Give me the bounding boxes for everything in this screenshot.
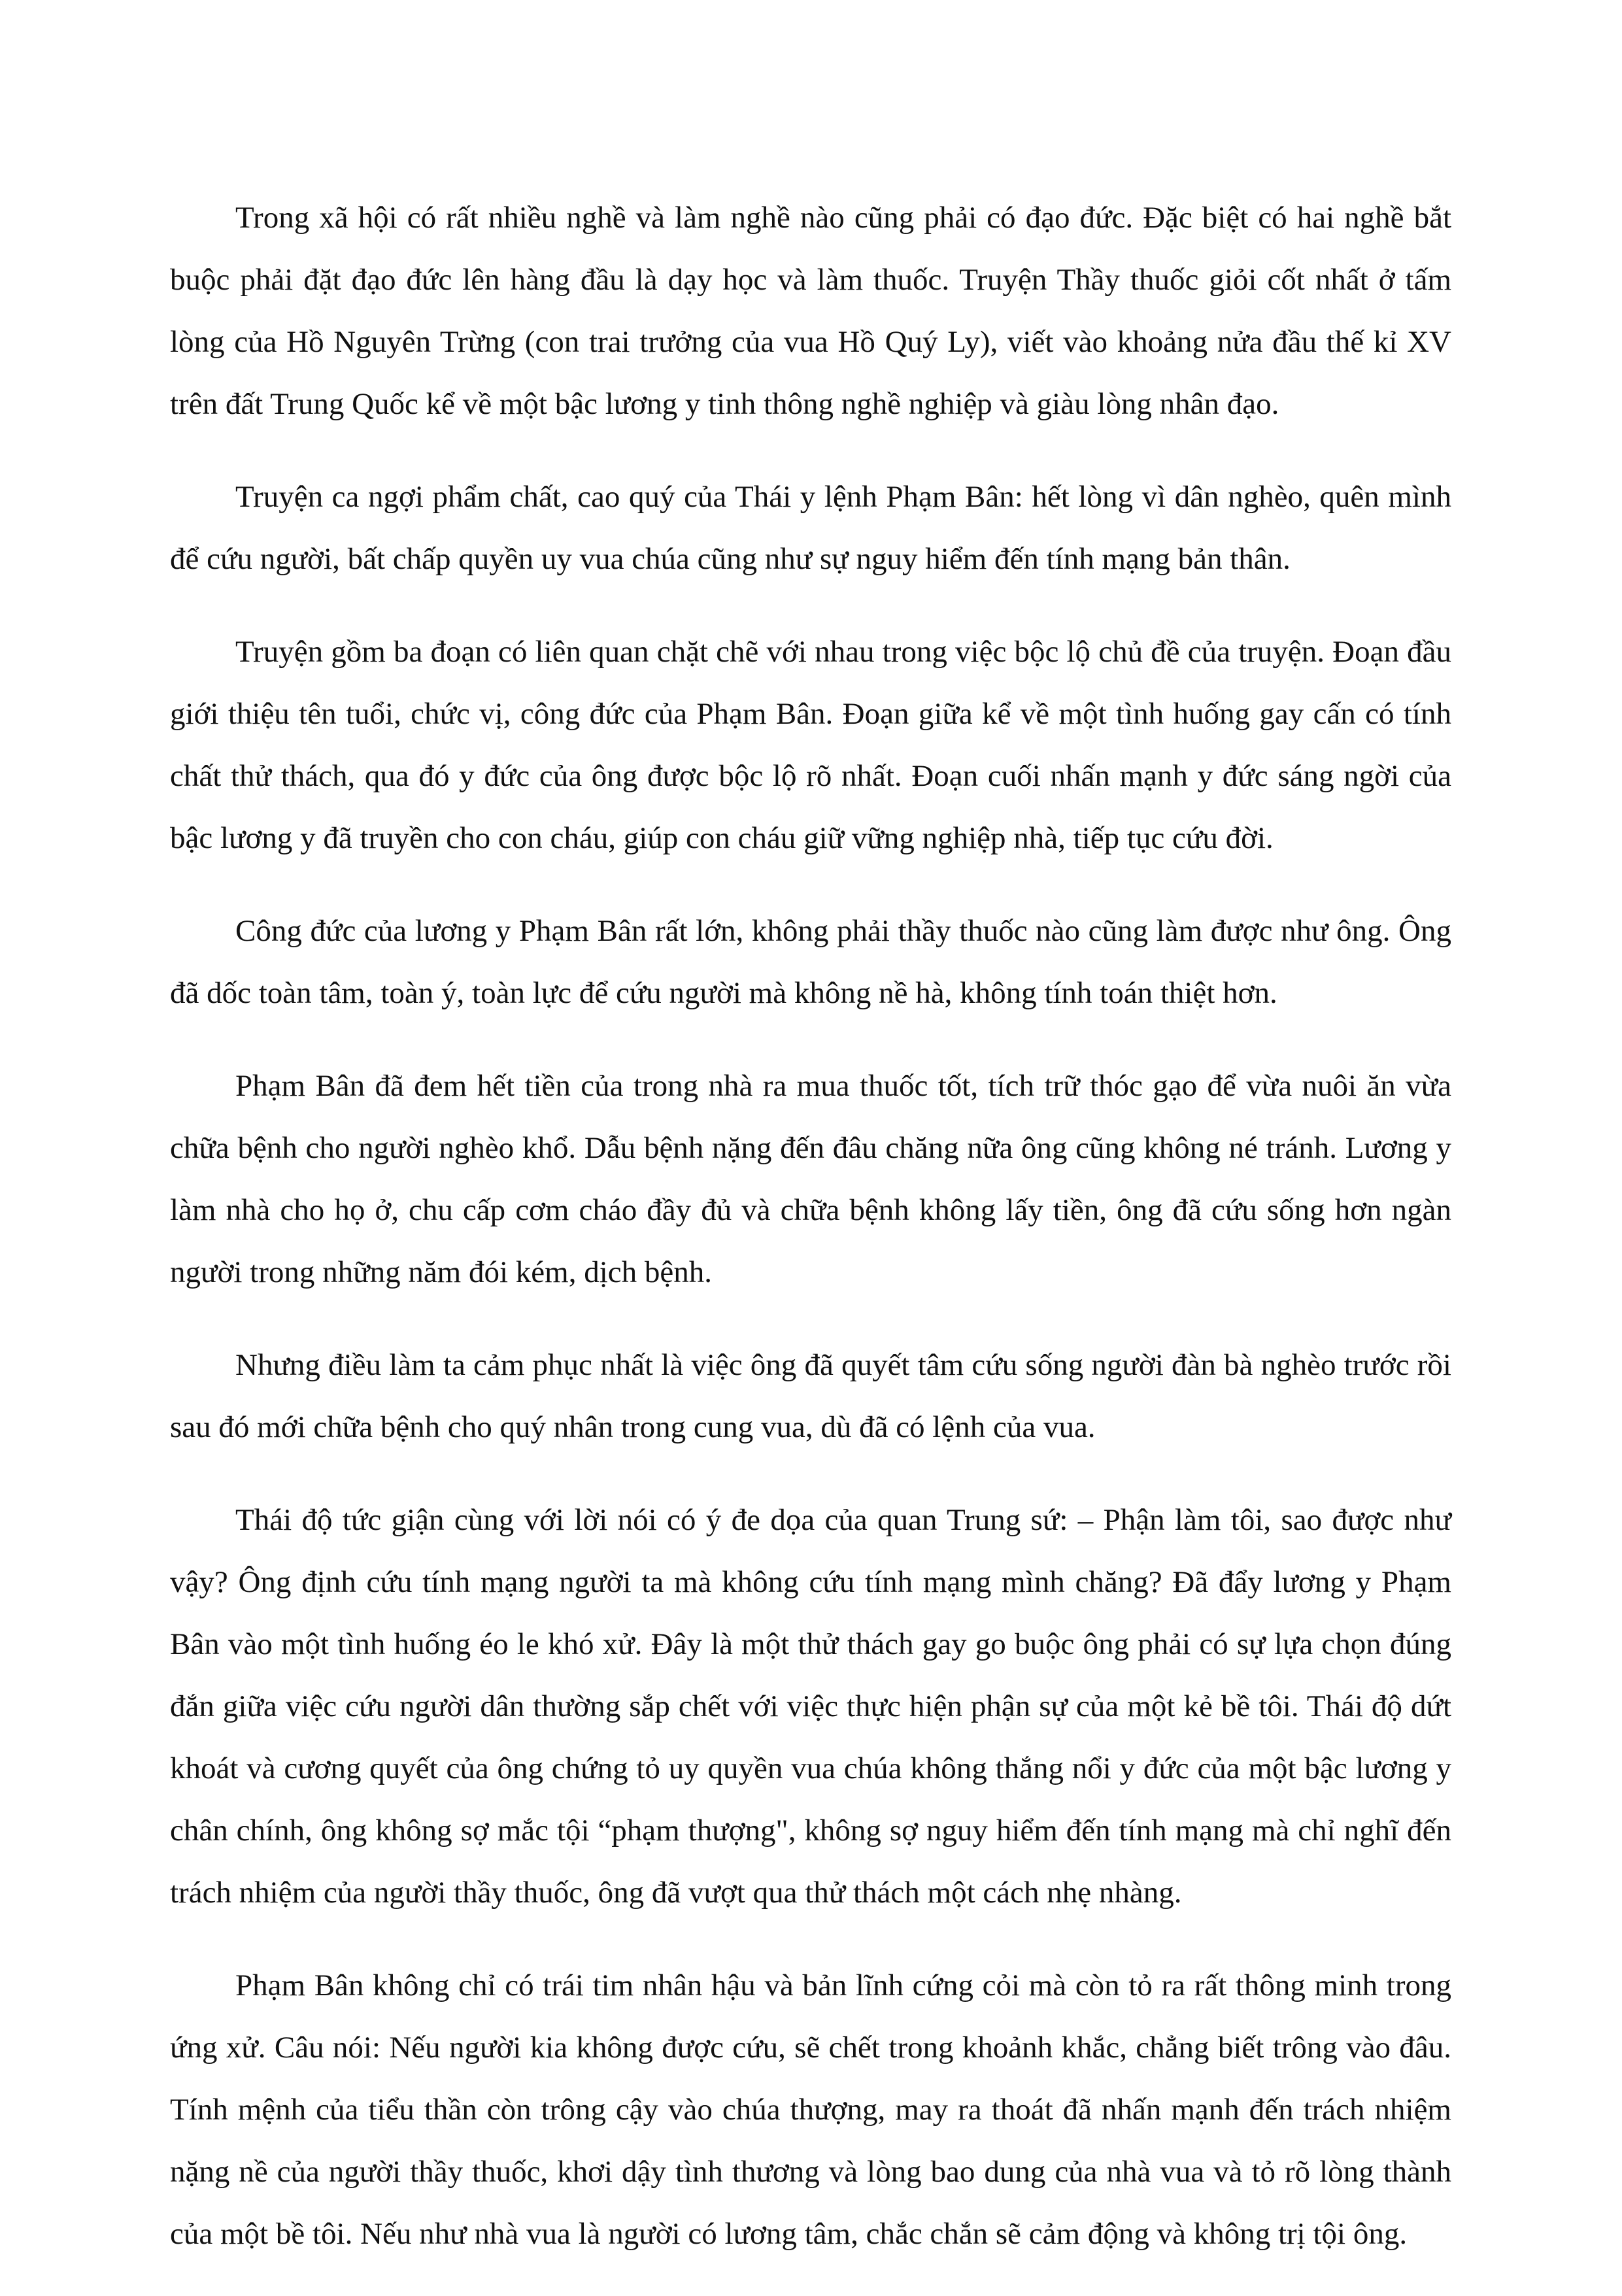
paragraph-8: Phạm Bân không chỉ có trái tim nhân hậu và bản lĩnh cứng cỏi mà còn tỏ ra rất thông minh trong ứng xử. Câu nói: Nếu người kia không được cứu, sẽ chết trong khoảnh khắc, chẳng biết trông vào đâu. Tính mệnh của tiểu thần còn trông cậy vào chúa thượng, may ra thoát đã nhấn mạnh đến trách nhiệm nặng nề của người thầy thuốc, khơi dậy tình thương và lòng bao dung của nhà vua và tỏ rõ lòng thành của một bề tôi. Nếu như nhà vua là người có lương tâm, chắc chắn sẽ cảm động và không trị tội ông. [170, 1968, 1451, 2251]
document-body [170, 187, 1451, 2296]
paragraph-5: Phạm Bân đã đem hết tiền của trong nhà ra mua thuốc tốt, tích trữ thóc gạo để vừa nuôi ăn vừa chữa bệnh cho người nghèo khổ. Dẫu bệnh nặng đến đâu chăng nữa ông cũng không né tránh. Lương y làm nhà cho họ ở, chu cấp cơm cháo đầy đủ và chữa bệnh không lấy tiền, ông đã cứu sống hơn ngàn người trong những năm đói kém, dịch bệnh. [170, 1069, 1451, 1289]
paragraph-4: Công đức của lương y Phạm Bân rất lớn, không phải thầy thuốc nào cũng làm được như ông. Ông đã dốc toàn tâm, toàn ý, toàn lực để cứu người mà không nề hà, không tính toán thiệt hơn. [170, 914, 1451, 1010]
paragraph-6: Nhưng điều làm ta cảm phục nhất là việc ông đã quyết tâm cứu sống người đàn bà nghèo trước rồi sau đó mới chữa bệnh cho quý nhân trong cung vua, dù đã có lệnh của vua. [170, 1348, 1451, 1444]
paragraph-1: Trong xã hội có rất nhiều nghề và làm nghề nào cũng phải có đạo đức. Đặc biệt có hai nghề bắt buộc phải đặt đạo đức lên hàng đầu là dạy học và làm thuốc. Truyện Thầy thuốc giỏi cốt nhất ở tấm lòng của Hồ Nguyên Trừng (con trai trưởng của vua Hồ Quý Ly), viết vào khoảng nửa đầu thế kỉ XV trên đất Trung Quốc kể về một bậc lương y tinh thông nghề nghiệp và giàu lòng nhân đạo. [170, 201, 1451, 421]
paragraph-7: Thái độ tức giận cùng với lời nói có ý đe dọa của quan Trung sứ: – Phận làm tôi, sao được như vậy? Ông định cứu tính mạng người ta mà không cứu tính mạng mình chăng? Đã đẩy lương y Phạm Bân vào một tình huống éo le khó xử. Đây là một thử thách gay go buộc ông phải có sự lựa chọn đúng đắn giữa việc cứu người dân thường sắp chết với việc thực hiện phận sự của một kẻ bề tôi. Thái độ dứt khoát và cương quyết của ông chứng tỏ uy quyền vua chúa không thắng nổi y đức của một bậc lương y chân chính, ông không sợ mắc tội “phạm thượng", không sợ nguy hiểm đến tính mạng mà chỉ nghĩ đến trách nhiệm của người thầy thuốc, ông đã vượt qua thử thách một cách nhẹ nhàng. [170, 1503, 1451, 1910]
paragraph-3: Truyện gồm ba đoạn có liên quan chặt chẽ với nhau trong việc bộc lộ chủ đề của truyện. Đoạn đầu giới thiệu tên tuổi, chức vị, công đức của Phạm Bân. Đoạn giữa kể về một tình huống gay cấn có tính chất thử thách, qua đó y đức của ông được bộc lộ rõ nhất. Đoạn cuối nhấn mạnh y đức sáng ngời của bậc lương y đã truyền cho con cháu, giúp con cháu giữ vững nghiệp nhà, tiếp tục cứu đời. [170, 635, 1451, 855]
paragraph-2: Truyện ca ngợi phẩm chất, cao quý của Thái y lệnh Phạm Bân: hết lòng vì dân nghèo, quên mình để cứu người, bất chấp quyền uy vua chúa cũng như sự nguy hiểm đến tính mạng bản thân. [170, 480, 1451, 576]
